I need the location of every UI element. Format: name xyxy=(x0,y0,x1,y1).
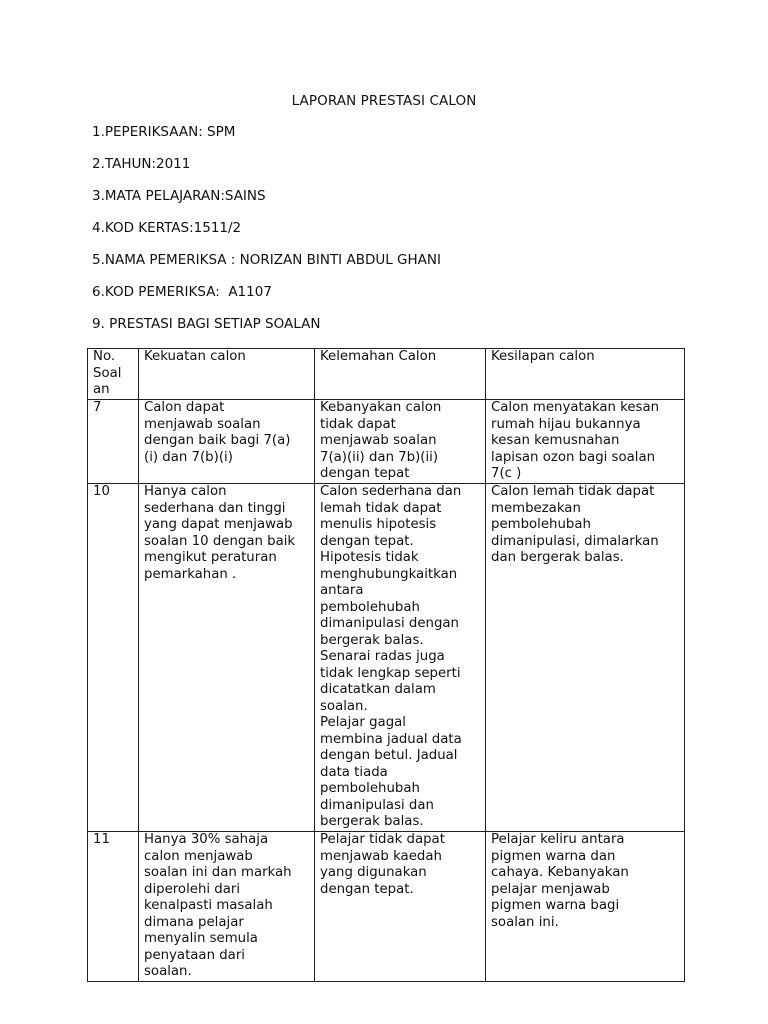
cell-kelemahan: Calon sederhana dan lemah tidak dapat menulis hipotesis dengan tepat. Hipotesis tidak menghubungkaitkan antara pembolehubah dimanipulasi dengan bergerak balas. Senarai radas juga tidak lengkap seperti dicatatkan dalam soalan. Pelajar gagal membina jadual data dengan betul. Jadual data tiada pembolehubah dimanipulasi dan bergerak balas. xyxy=(315,484,486,832)
field-peperiksaan: 1.PEPERIKSAAN: SPM xyxy=(92,124,236,140)
cell-kelemahan: Pelajar tidak dapat menjawab kaedah yang digunakan dengan tepat. xyxy=(315,832,486,982)
field-nama-pemeriksa: 5.NAMA PEMERIKSA : NORIZAN BINTI ABDUL GHANI xyxy=(92,252,441,268)
cell-kesilapan: Calon menyatakan kesan rumah hijau bukannya kesan kemusnahan lapisan ozon bagi soalan 7(c ) xyxy=(486,400,685,484)
field-kod-pemeriksa: 6.KOD PEMERIKSA: A1107 xyxy=(92,284,272,300)
cell-no-soalan: 7 xyxy=(88,400,139,484)
table-row xyxy=(88,832,685,982)
field-tahun: 2.TAHUN:2011 xyxy=(92,156,191,172)
cell-no-soalan: 11 xyxy=(88,832,139,982)
cell-kesilapan: Calon lemah tidak dapat membezakan pembolehubah dimanipulasi, dimalarkan dan bergerak balas. xyxy=(486,484,685,832)
performance-table xyxy=(87,348,685,982)
cell-kesilapan: Pelajar keliru antara pigmen warna dan cahaya. Kebanyakan pelajar menjawab pigmen warna bagi soalan ini. xyxy=(486,832,685,982)
table-row xyxy=(88,400,685,484)
cell-no-soalan: 10 xyxy=(88,484,139,832)
cell-kekuatan: Calon dapat menjawab soalan dengan baik bagi 7(a) (i) dan 7(b)(i) xyxy=(139,400,315,484)
table-header-row xyxy=(88,349,685,400)
header-kesilapan: Kesilapan calon xyxy=(486,349,685,400)
header-no-soalan: No. Soal an xyxy=(88,349,139,400)
field-mata-pelajaran: 3.MATA PELAJARAN:SAINS xyxy=(92,188,266,204)
page-title: LAPORAN PRESTASI CALON xyxy=(291,93,477,109)
cell-kekuatan: Hanya calon sederhana dan tinggi yang dapat menjawab soalan 10 dengan baik mengikut peraturan pemarkahan . xyxy=(139,484,315,832)
field-prestasi-heading: 9. PRESTASI BAGI SETIAP SOALAN xyxy=(92,316,321,332)
cell-kelemahan: Kebanyakan calon tidak dapat menjawab soalan 7(a)(ii) dan 7b)(ii) dengan tepat xyxy=(315,400,486,484)
field-kod-kertas: 4.KOD KERTAS:1511/2 xyxy=(92,220,242,236)
table-row xyxy=(88,484,685,832)
header-kekuatan: Kekuatan calon xyxy=(139,349,315,400)
header-kelemahan: Kelemahan Calon xyxy=(315,349,486,400)
cell-kekuatan: Hanya 30% sahaja calon menjawab soalan ini dan markah diperolehi dari kenalpasti masalah dimana pelajar menyalin semula penyataan dari soalan. xyxy=(139,832,315,982)
